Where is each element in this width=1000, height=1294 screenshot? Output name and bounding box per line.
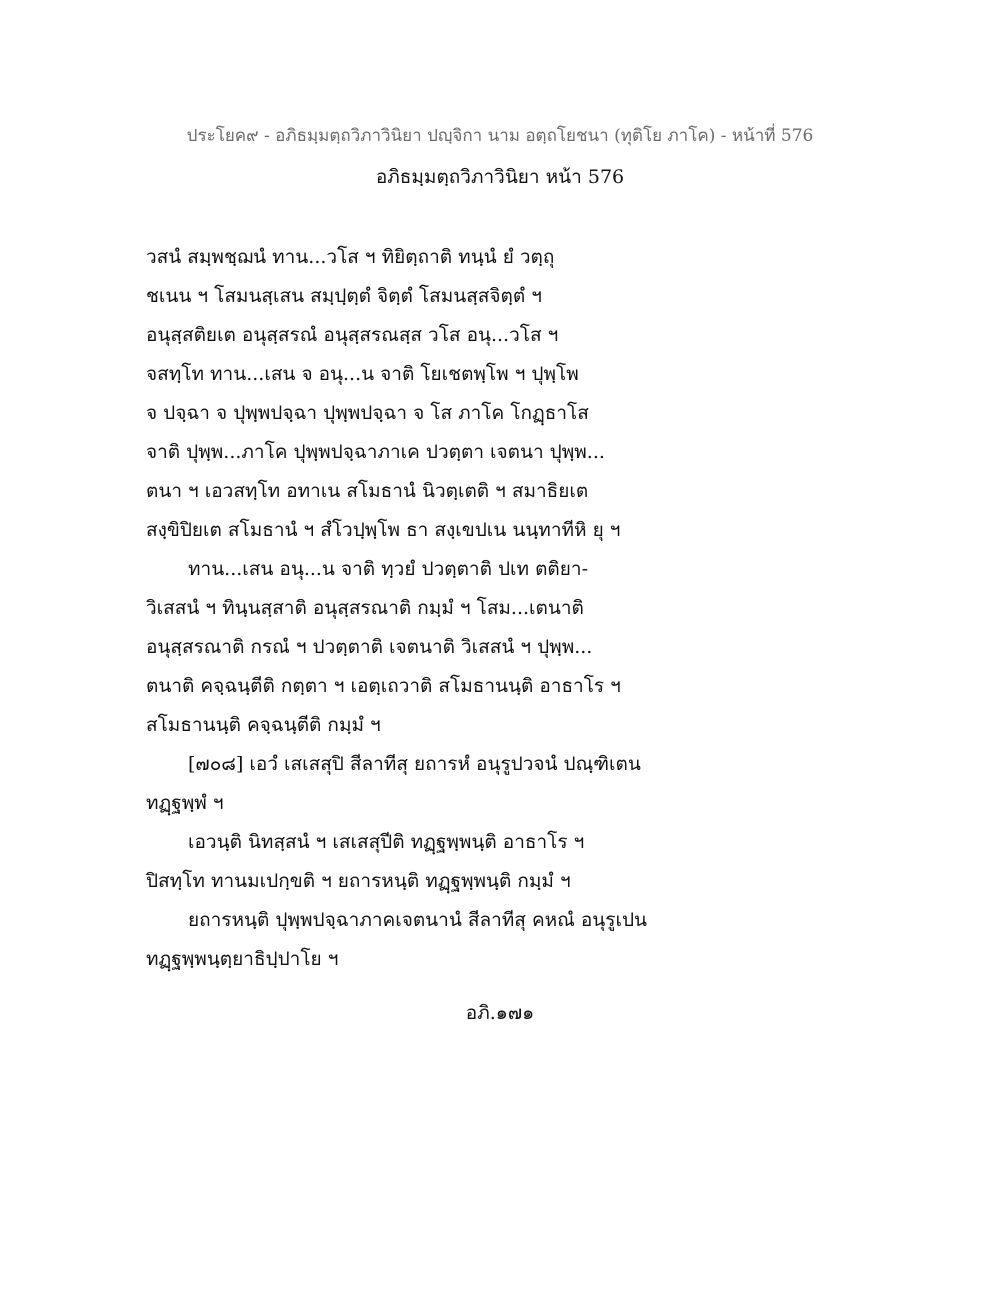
running-header: ประโยค๙ - อภิธมฺมตฺถวิภาวินิยา ปญฺจิกา นาม อตฺถโยชนา (ทุติโย ภาโค) - หน้าที่ 576 [186,126,814,146]
text-line: สโมธานนฺติ คจฺฉนฺตีติ กมฺมํ ฯ [146,714,381,736]
text-line: จสทฺโท ทาน...เสน จ อนุ...น จาติ โยเชตพฺโพ ฯ ปุพฺโพ [146,363,579,385]
text-line: ตนา ฯ เอวสทฺโท อทาเน สโมธานํ นิวตฺเตติ ฯ สมาธิยเต [146,480,589,502]
text-line: วสนํ สมฺพชฺฌนํ ทาน...วโส ฯ ทิยิตฺถาติ ทนฺนํ ยํ วตฺถุ [146,246,555,268]
text-line: ทฏฺฐพฺพํ ฯ [146,792,224,814]
page-heading: อภิธมฺมตฺถวิภาวินิยา หน้า 576 [375,166,625,188]
text-line: อนุสฺสรณาติ กรณํ ฯ ปวตฺตาติ เจตนาติ วิเสสนํ ฯ ปุพฺพ... [146,636,593,658]
text-line: ตนาติ คจฺฉนฺตีติ กตฺตา ฯ เอตฺเถวาติ สโมธานนฺติ อาธาโร ฯ [146,675,621,697]
text-line: [๗๐๘] เอวํ เสเสสุปิ สีลาทีสุ ยถารหํ อนุรูปวจนํ ปณฺฑิเตน [188,753,641,775]
text-line: อนุสฺสติยเต อนุสฺสรณํ อนุสฺสรณสฺส วโส อนุ...วโส ฯ [146,324,559,346]
body-text [146,238,866,979]
text-line: ปิสทฺโท ทานมเปกฺขติ ฯ ยถารหนฺติ ทฏฺฐพฺพนฺติ กมฺมํ ฯ [146,870,571,892]
text-line: ชเนน ฯ โสมนสฺเสน สมฺปฺตฺตํ จิตฺตํ โสมนสฺสจิตฺตํ ฯ [146,285,542,307]
text-line: จาติ ปุพฺพ...ภาโค ปุพฺพปจฺฉาภาเค ปวตฺตา เจตนา ปุพฺพ... [146,441,605,463]
text-line: ยถารหนฺติ ปุพฺพปจฺฉาภาคเจตนานํ สีลาทีสุ คหณํ อนุรูเปน [188,909,647,931]
text-line: จ ปจฺฉา จ ปุพฺพปจฺฉา ปุพฺพปจฺฉา จ โส ภาโค โกฏฺธาโส [146,402,589,424]
text-line: ทฏฺฐพฺพนฺตฺยาธิปฺปาโย ฯ [146,948,339,970]
text-line: วิเสสนํ ฯ ทินฺนสฺสาติ อนุสฺสรณาติ กมฺมํ ฯ โสม...เตนาติ [146,597,584,619]
text-line: ทาน...เสน อนุ...น จาติ ทฺวยํ ปวตฺตาติ ปเท ตติยา- [188,558,588,580]
page-footer: อภิ.๑๗๑ [465,1002,535,1024]
text-line: สงฺขิปิยเต สโมธานํ ฯ สํโวปฺพฺโพ ธา สงฺเขปเน นนฺทาทีหิ ยุ ฯ [146,519,621,541]
text-line: เอวนฺติ นิทสฺสนํ ฯ เสเสสุปีติ ทฏฺฐพฺพนฺติ อาธาโร ฯ [188,831,585,853]
